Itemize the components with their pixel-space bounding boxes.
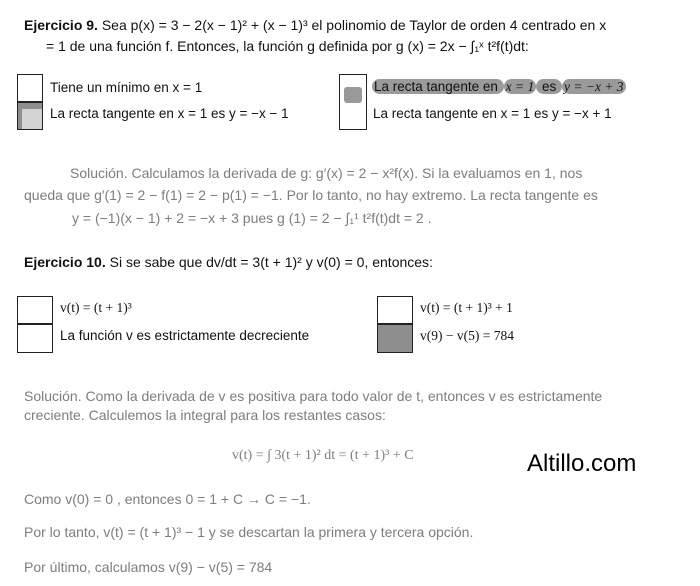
ejercicio-9-solution-line3: y = (−1)(x − 1) + 2 = −x + 3 pues g (1) = 2 − ∫₁¹ t²f(t)dt = 2 . (72, 210, 432, 226)
ejercicio-10-solution-line2: creciente. Calculemos la integral para los restantes casos: (24, 407, 386, 423)
ejercicio-9-title: Ejercicio 9. (24, 17, 98, 33)
ejercicio-10-solution-line5: Por último, calculamos v(9) − v(5) = 784 (24, 559, 273, 575)
checkbox-option-10a[interactable] (17, 296, 53, 324)
altillo-brand: Altillo.com (527, 450, 637, 477)
ejercicio-9-statement-line1: Ejercicio 9. Sea p(x) = 3 − 2(x − 1)² + (x − 1)³ el polinomio de Taylor de orden 4 centrado en x (24, 17, 607, 33)
option-a-text: Tiene un mínimo en x = 1 (50, 80, 203, 95)
option-c-text: La recta tangente en x = 1 es y = −x + 3 (374, 79, 624, 94)
ejercicio-10-solution-line3: Como v(0) = 0 , entonces 0 = 1 + C → C = −1. (24, 491, 311, 507)
checkbox-mark (22, 109, 42, 129)
ejercicio-10-title: Ejercicio 10. (24, 254, 106, 270)
ejercicio-9-solution-line2: queda que g′(1) = 2 − f(1) = 2 − p(1) = −1. Por lo tanto, no hay extremo. La recta tangente es (24, 187, 598, 203)
checkbox-option-10c[interactable] (377, 296, 413, 324)
checkbox-option-10d[interactable] (377, 324, 413, 353)
option-b-text: La recta tangente en x = 1 es y = −x − 1 (50, 106, 289, 121)
checkbox-option-a[interactable] (17, 74, 43, 102)
checkbox-option-10b[interactable] (17, 324, 53, 353)
ejercicio-10-integral: v(t) = ∫ 3(t + 1)² dt = (t + 1)³ + C (232, 448, 414, 463)
option-10c-text: v(t) = (t + 1)³ + 1 (420, 300, 513, 315)
option-d-text: La recta tangente en x = 1 es y = −x + 1 (373, 106, 612, 121)
ejercicio-10-solution-line1: Solución. Como la derivada de v es positiva para todo valor de t, entonces v es estrictamente (24, 388, 603, 404)
checkbox-mark (344, 87, 362, 103)
option-10b-text: La función v es estrictamente decreciente (60, 328, 310, 343)
option-10d-text: v(9) − v(5) = 784 (420, 328, 514, 343)
ejercicio-10-solution-line4: Por lo tanto, v(t) = (t + 1)³ − 1 y se descartan la primera y tercera opción. (24, 524, 474, 540)
ejercicio-9-statement-line2: = 1 de una función f. Entonces, la función g definida por g (x) = 2x − ∫₁ˣ t²f(t)dt: (46, 38, 529, 54)
option-10a-text: v(t) = (t + 1)³ (60, 300, 132, 315)
ejercicio-9-solution-line1: Solución. Calculamos la derivada de g: g′(x) = 2 − x²f(x). Si la evaluamos en 1, nos (70, 165, 583, 181)
ejercicio-10-statement: Ejercicio 10. Si se sabe que dv/dt = 3(t + 1)² y v(0) = 0, entonces: (24, 254, 433, 270)
checkbox-option-c-d[interactable] (339, 74, 367, 130)
checkbox-option-b[interactable] (17, 102, 43, 130)
